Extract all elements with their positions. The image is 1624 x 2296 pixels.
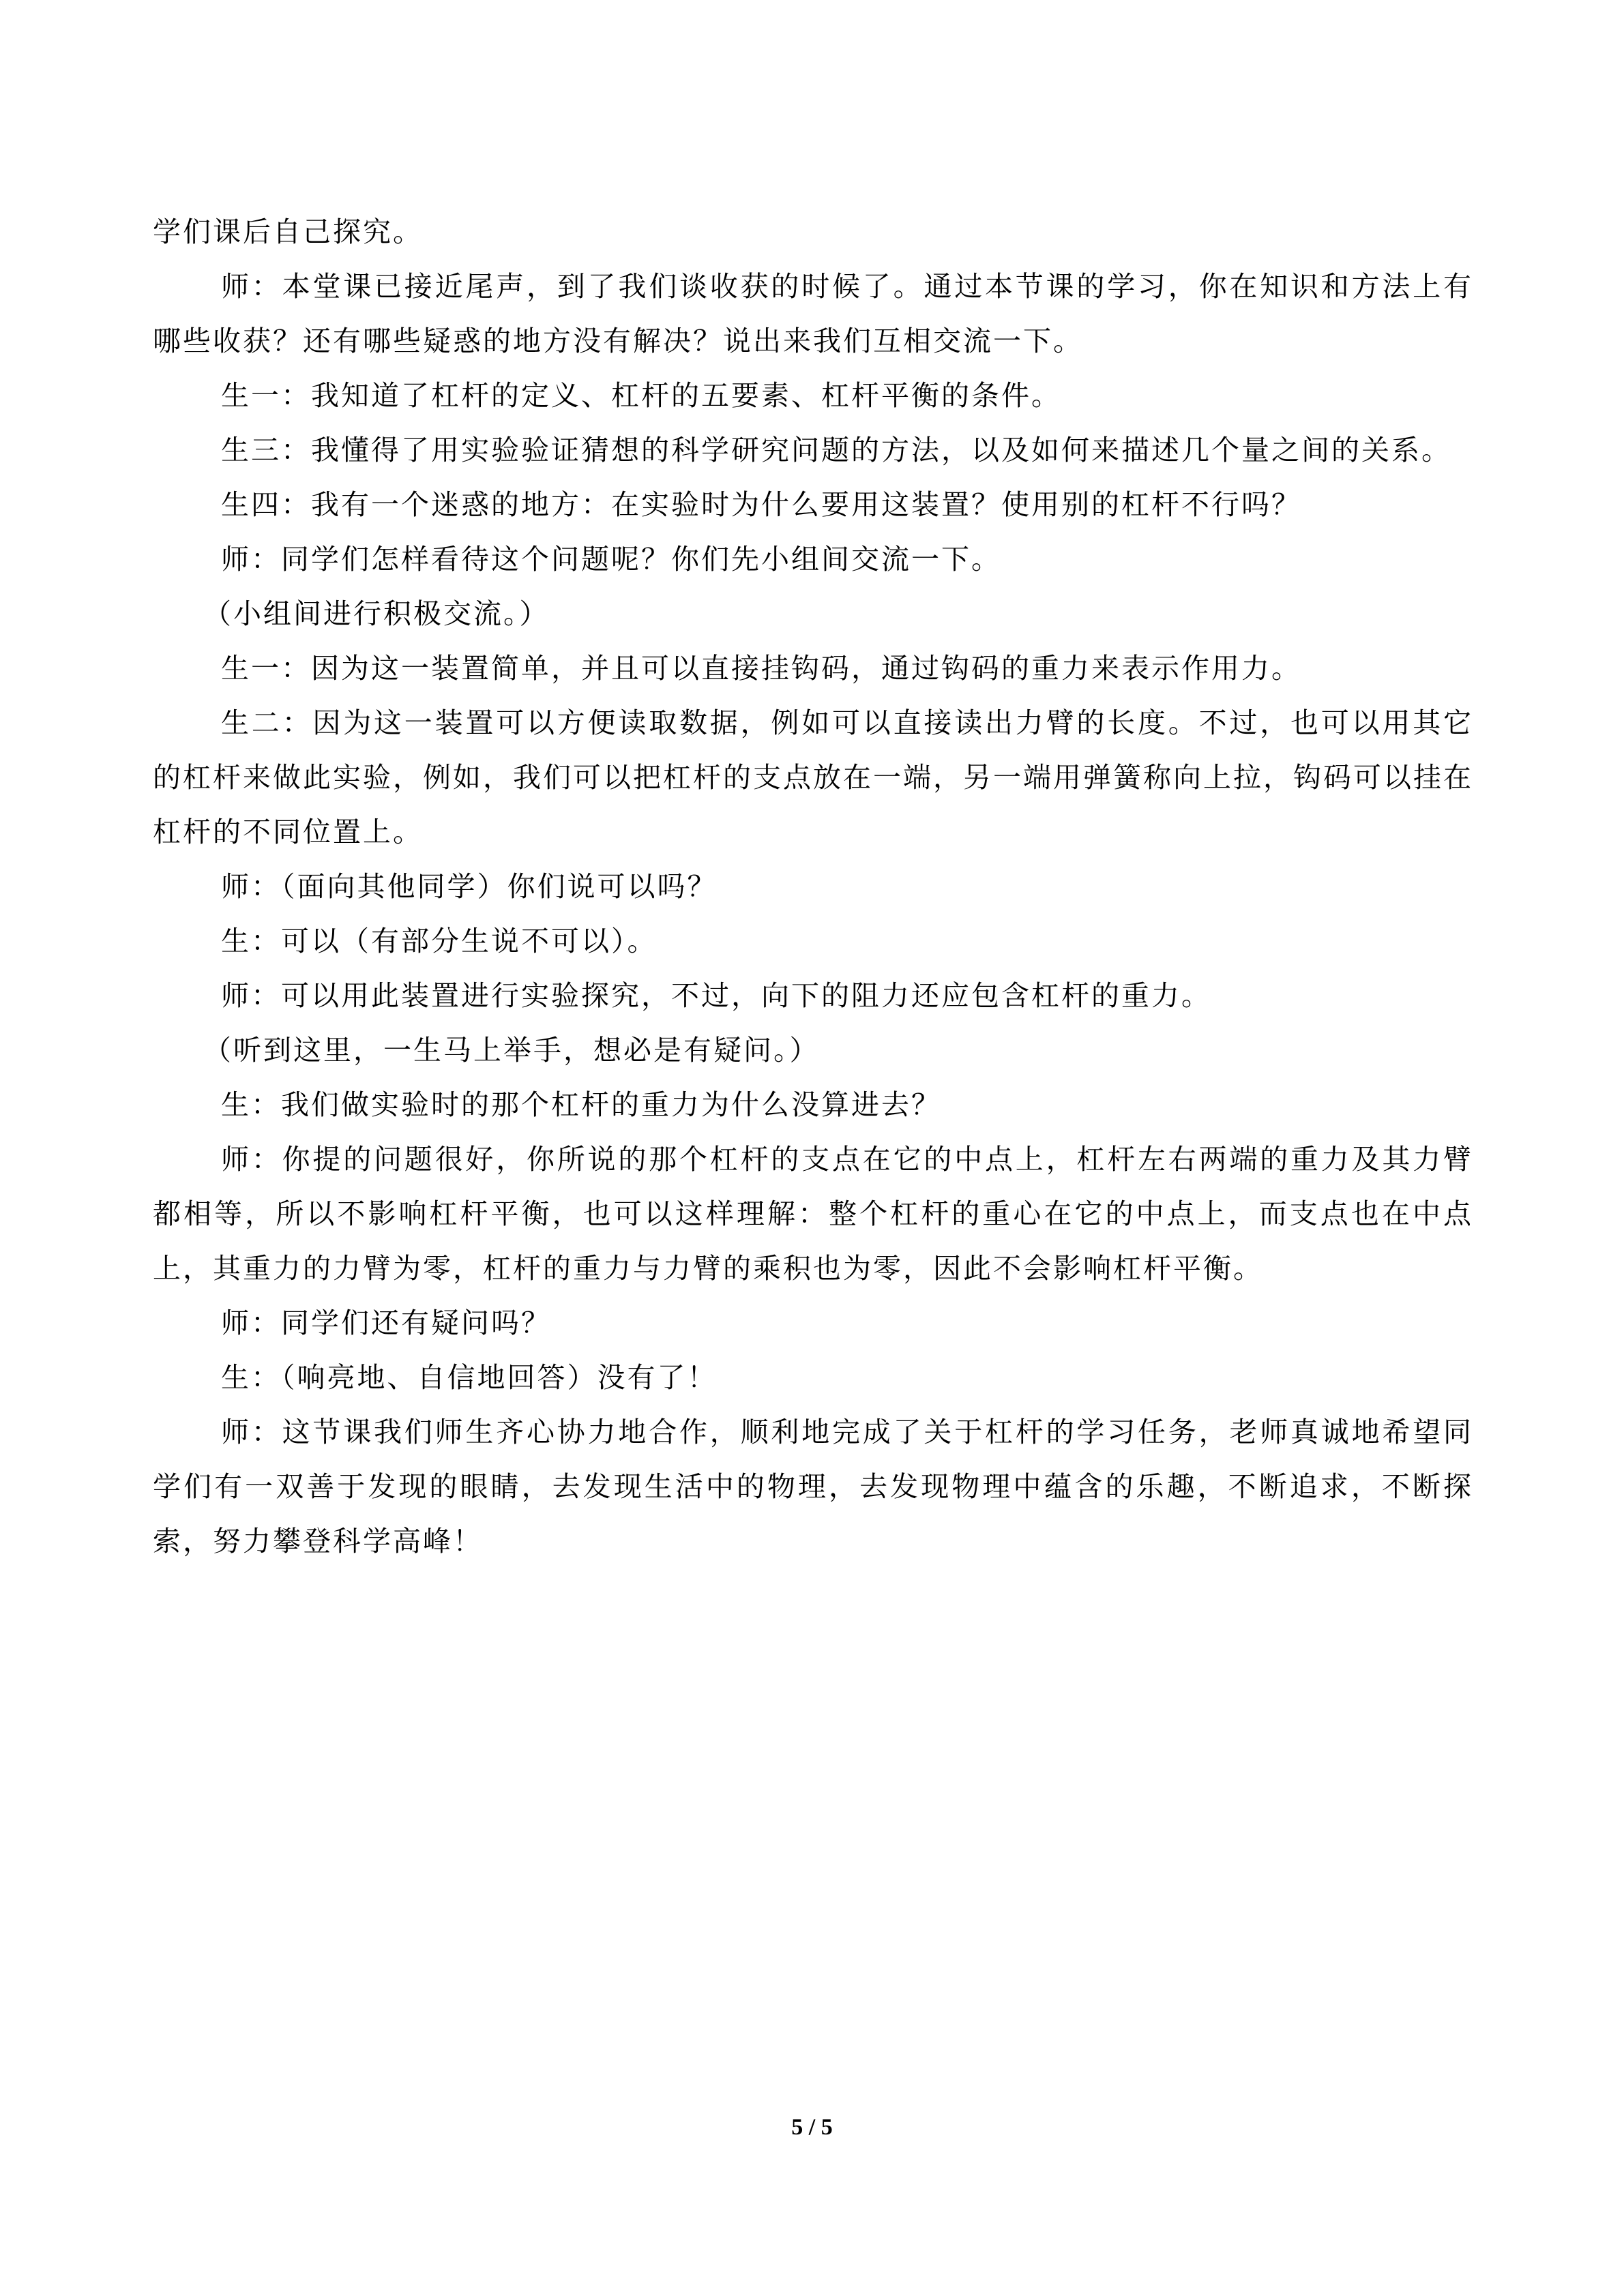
paragraph-student: 生：我们做实验时的那个杠杆的重力为什么没算进去？ — [221, 1088, 941, 1121]
paragraph-teacher: 师：同学们还有疑问吗？ — [221, 1307, 551, 1339]
paragraph-teacher: 师：同学们怎样看待这个问题呢？你们先小组间交流一下。 — [221, 543, 1001, 576]
paragraph-student: 生：可以（有部分生说不可以）。 — [221, 925, 658, 957]
paragraph-student-1: 生一：因为这一装置简单，并且可以直接挂钩码，通过钩码的重力来表示作用力。 — [221, 652, 1301, 685]
paragraph-student-4: 生四：我有一个迷惑的地方：在实验时为什么要用这装置？使用别的杠杆不行吗？ — [221, 488, 1301, 521]
paragraph-stage-note: （小组间进行积极交流。） — [203, 597, 550, 630]
paragraph-teacher: 师：（面向其他同学）你们说可以吗？ — [221, 870, 718, 903]
paragraph-continuation: 学们课后自己探究。 — [153, 215, 423, 248]
paragraph-teacher: 师：可以用此装置进行实验探究，不过，向下的阻力还应包含杠杆的重力。 — [221, 979, 1211, 1012]
page-number: 5 / 5 — [791, 2115, 833, 2140]
paragraph-teacher: 师：你提的问题很好，你所说的那个杠杆的支点在它的中点上，杠杆左右两端的重力及其力臂都相等，所以不影响杠杆平衡，也可以这样理解：整个杠杆的重心在它的中点上，而支点也在中点上，其重力的力臂为零，杠杆的重力与力臂的乘积也为零，因此不会影响杠杆平衡。 — [153, 1143, 1473, 1285]
paragraph-student-1: 生一：我知道了杠杆的定义、杠杆的五要素、杠杆平衡的条件。 — [221, 379, 1061, 412]
paragraph-student-2: 生二：因为这一装置可以方便读取数据，例如可以直接读出力臂的长度。不过，也可以用其它的杠杆来做此实验，例如，我们可以把杠杆的支点放在一端，另一端用弹簧称向上拉，钩码可以挂在杠杆的不同位置上。 — [153, 706, 1473, 848]
paragraph-teacher: 师：这节课我们师生齐心协力地合作，顺利地完成了关于杠杆的学习任务，老师真诚地希望同学们有一双善于发现的眼睛，去发现生活中的物理，去发现物理中蕴含的乐趣，不断追求，不断探索，努力攀登科学高峰！ — [153, 1416, 1473, 1557]
paragraph-student-3: 生三：我懂得了用实验验证猜想的科学研究问题的方法，以及如何来描述几个量之间的关系。 — [221, 434, 1451, 466]
paragraph-stage-note: （听到这里，一生马上举手，想必是有疑问。） — [203, 1034, 820, 1067]
paragraph-student: 生：（响亮地、自信地回答）没有了！ — [221, 1361, 718, 1394]
paragraph-teacher: 师：本堂课已接近尾声，到了我们谈收获的时候了。通过本节课的学习，你在知识和方法上有哪些收获？还有哪些疑惑的地方没有解决？说出来我们互相交流一下。 — [153, 270, 1473, 357]
document-body — [153, 205, 1473, 1568]
